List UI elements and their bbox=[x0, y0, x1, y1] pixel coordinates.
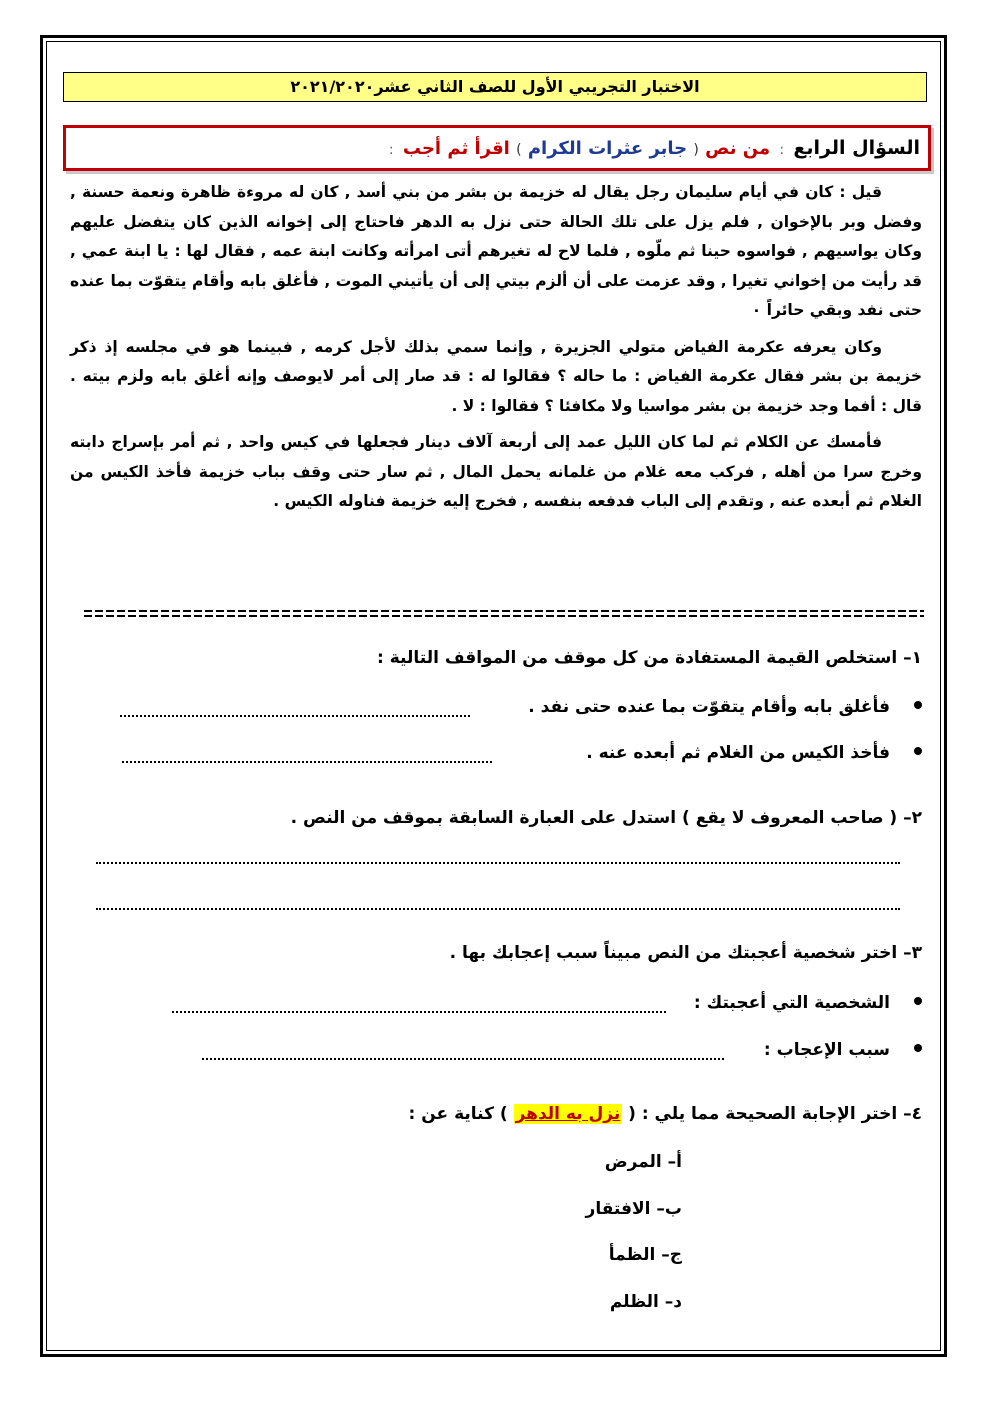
q1-prompt: ١– استخلص القيمة المستفادة من كل موقف من المواقف التالية : bbox=[377, 648, 922, 668]
exam-title: الاختبار التجريبي الأول للصف الثاني عشر٢٠٢١/٢٠٢٠ bbox=[63, 72, 927, 102]
q3-item bbox=[764, 1040, 922, 1060]
instruction-text: اقرأ ثم أجب bbox=[402, 138, 510, 159]
q3-item-text: الشخصية التي أعجبتك : bbox=[693, 993, 890, 1013]
bullet-icon bbox=[914, 997, 922, 1005]
q3-prompt: ٣– اختر شخصية أعجبتك من النص مبيناً سبب إعجابك بها . bbox=[449, 943, 922, 963]
passage-paragraph: وكان يعرفه عكرمة الفياض متولي الجزيرة , وإنما سمي بذلك لأجل كرمه , فبينما هو في مجلسه إذ ذكر خزيمة بن بشر فقال عكرمة الفياض : ما حاله ؟ فقالوا له : قد صار إلى أمر لايوصف وإنه أغلق بابه ولزم بيته . قال : أفما وجد خزيمة بن بشر مواسيا ولا مكافئا ؟ فقالوا : لا . bbox=[70, 337, 922, 415]
q4-option[interactable]: ب– الافتقار bbox=[585, 1199, 682, 1219]
q1-item bbox=[586, 743, 922, 763]
q1-item-text: فأخذ الكيس من الغلام ثم أبعده عنه . bbox=[586, 743, 890, 763]
q4-prompt: ٤– اختر الإجابة الصحيحة مما يلي : ( نزل به الدهر ) كناية عن : bbox=[408, 1104, 922, 1124]
answer-line[interactable] bbox=[122, 761, 492, 763]
answer-line[interactable] bbox=[172, 1011, 666, 1013]
q3-item bbox=[694, 993, 922, 1013]
passage-paragraph: فأمسك عن الكلام ثم لما كان الليل عمد إلى أربعة آلاف دينار فجعلها في كيس واحد , ثم أمر بإسراج دابته وخرج سرا من أهله , فركب معه غلام من غلمانه يحمل المال , ثم سار حتى وقف بباب خزيمة فأخذ الكيس من الغلام ثم أبعده عنه , وتقدم إلى الباب فدفعه بنفسه , فخرج إليه خزيمة فناوله الكيس . bbox=[70, 433, 922, 510]
question-label: السؤال الرابع bbox=[793, 137, 920, 159]
answer-line[interactable] bbox=[202, 1058, 724, 1060]
question-header: السؤال الرابع : من نص ( جابر عثرات الكرام ) اقرأ ثم أجب : bbox=[63, 125, 931, 171]
bullet-icon bbox=[914, 1044, 922, 1052]
highlighted-phrase: نزل به الدهر bbox=[515, 1104, 621, 1124]
q3-item-text: سبب الإعجاب : bbox=[763, 1040, 890, 1060]
q4-option[interactable]: ج– الظمأ bbox=[608, 1245, 682, 1265]
passage-paragraph: قيل : كان في أيام سليمان رجل يقال له خزيمة بن بشر من بني أسد , كان له مروءة ظاهرة ونعمة حسنة , وفضل وبر بالإخوان , فلم يزل على تلك الحالة حتى نزل به الدهر فاحتاج إلى إخوانه الذين كان يتفضل عليهم وكان يواسيهم , فواسوه حينا ثم ملّوه , فلما لاح له تغيرهم أتى امرأته وكانت ابنة عمه , فقال لها : يا ابنة عمي , قد رأيت من إخواني تغيرا , وقد عزمت على أن ألزم بيتي إلى أن يأتيني الموت , فأغلق بابه وأقام يتقوّت بما عنده حتى نفد وبقي حائراً ٠ bbox=[70, 183, 922, 319]
answer-line[interactable] bbox=[96, 908, 900, 910]
answer-line[interactable] bbox=[96, 862, 900, 864]
q2-prompt: ٢– ( صاحب المعروف لا يقع ) استدل على العبارة السابقة بموقف من النص . bbox=[290, 808, 922, 828]
answer-line[interactable] bbox=[120, 715, 470, 717]
section-divider bbox=[84, 608, 924, 620]
reading-passage bbox=[70, 178, 922, 517]
q4-option[interactable]: د– الظلم bbox=[609, 1292, 682, 1312]
bullet-icon bbox=[914, 747, 922, 755]
from-text: من نص bbox=[705, 138, 771, 159]
bullet-icon bbox=[914, 701, 922, 709]
q1-item-text: فأغلق بابه وأقام يتقوّت بما عنده حتى نفد . bbox=[528, 697, 890, 717]
source-title: جابر عثرات الكرام bbox=[527, 138, 688, 159]
q4-option[interactable]: أ– المرض bbox=[604, 1152, 682, 1172]
q1-item bbox=[528, 697, 922, 717]
